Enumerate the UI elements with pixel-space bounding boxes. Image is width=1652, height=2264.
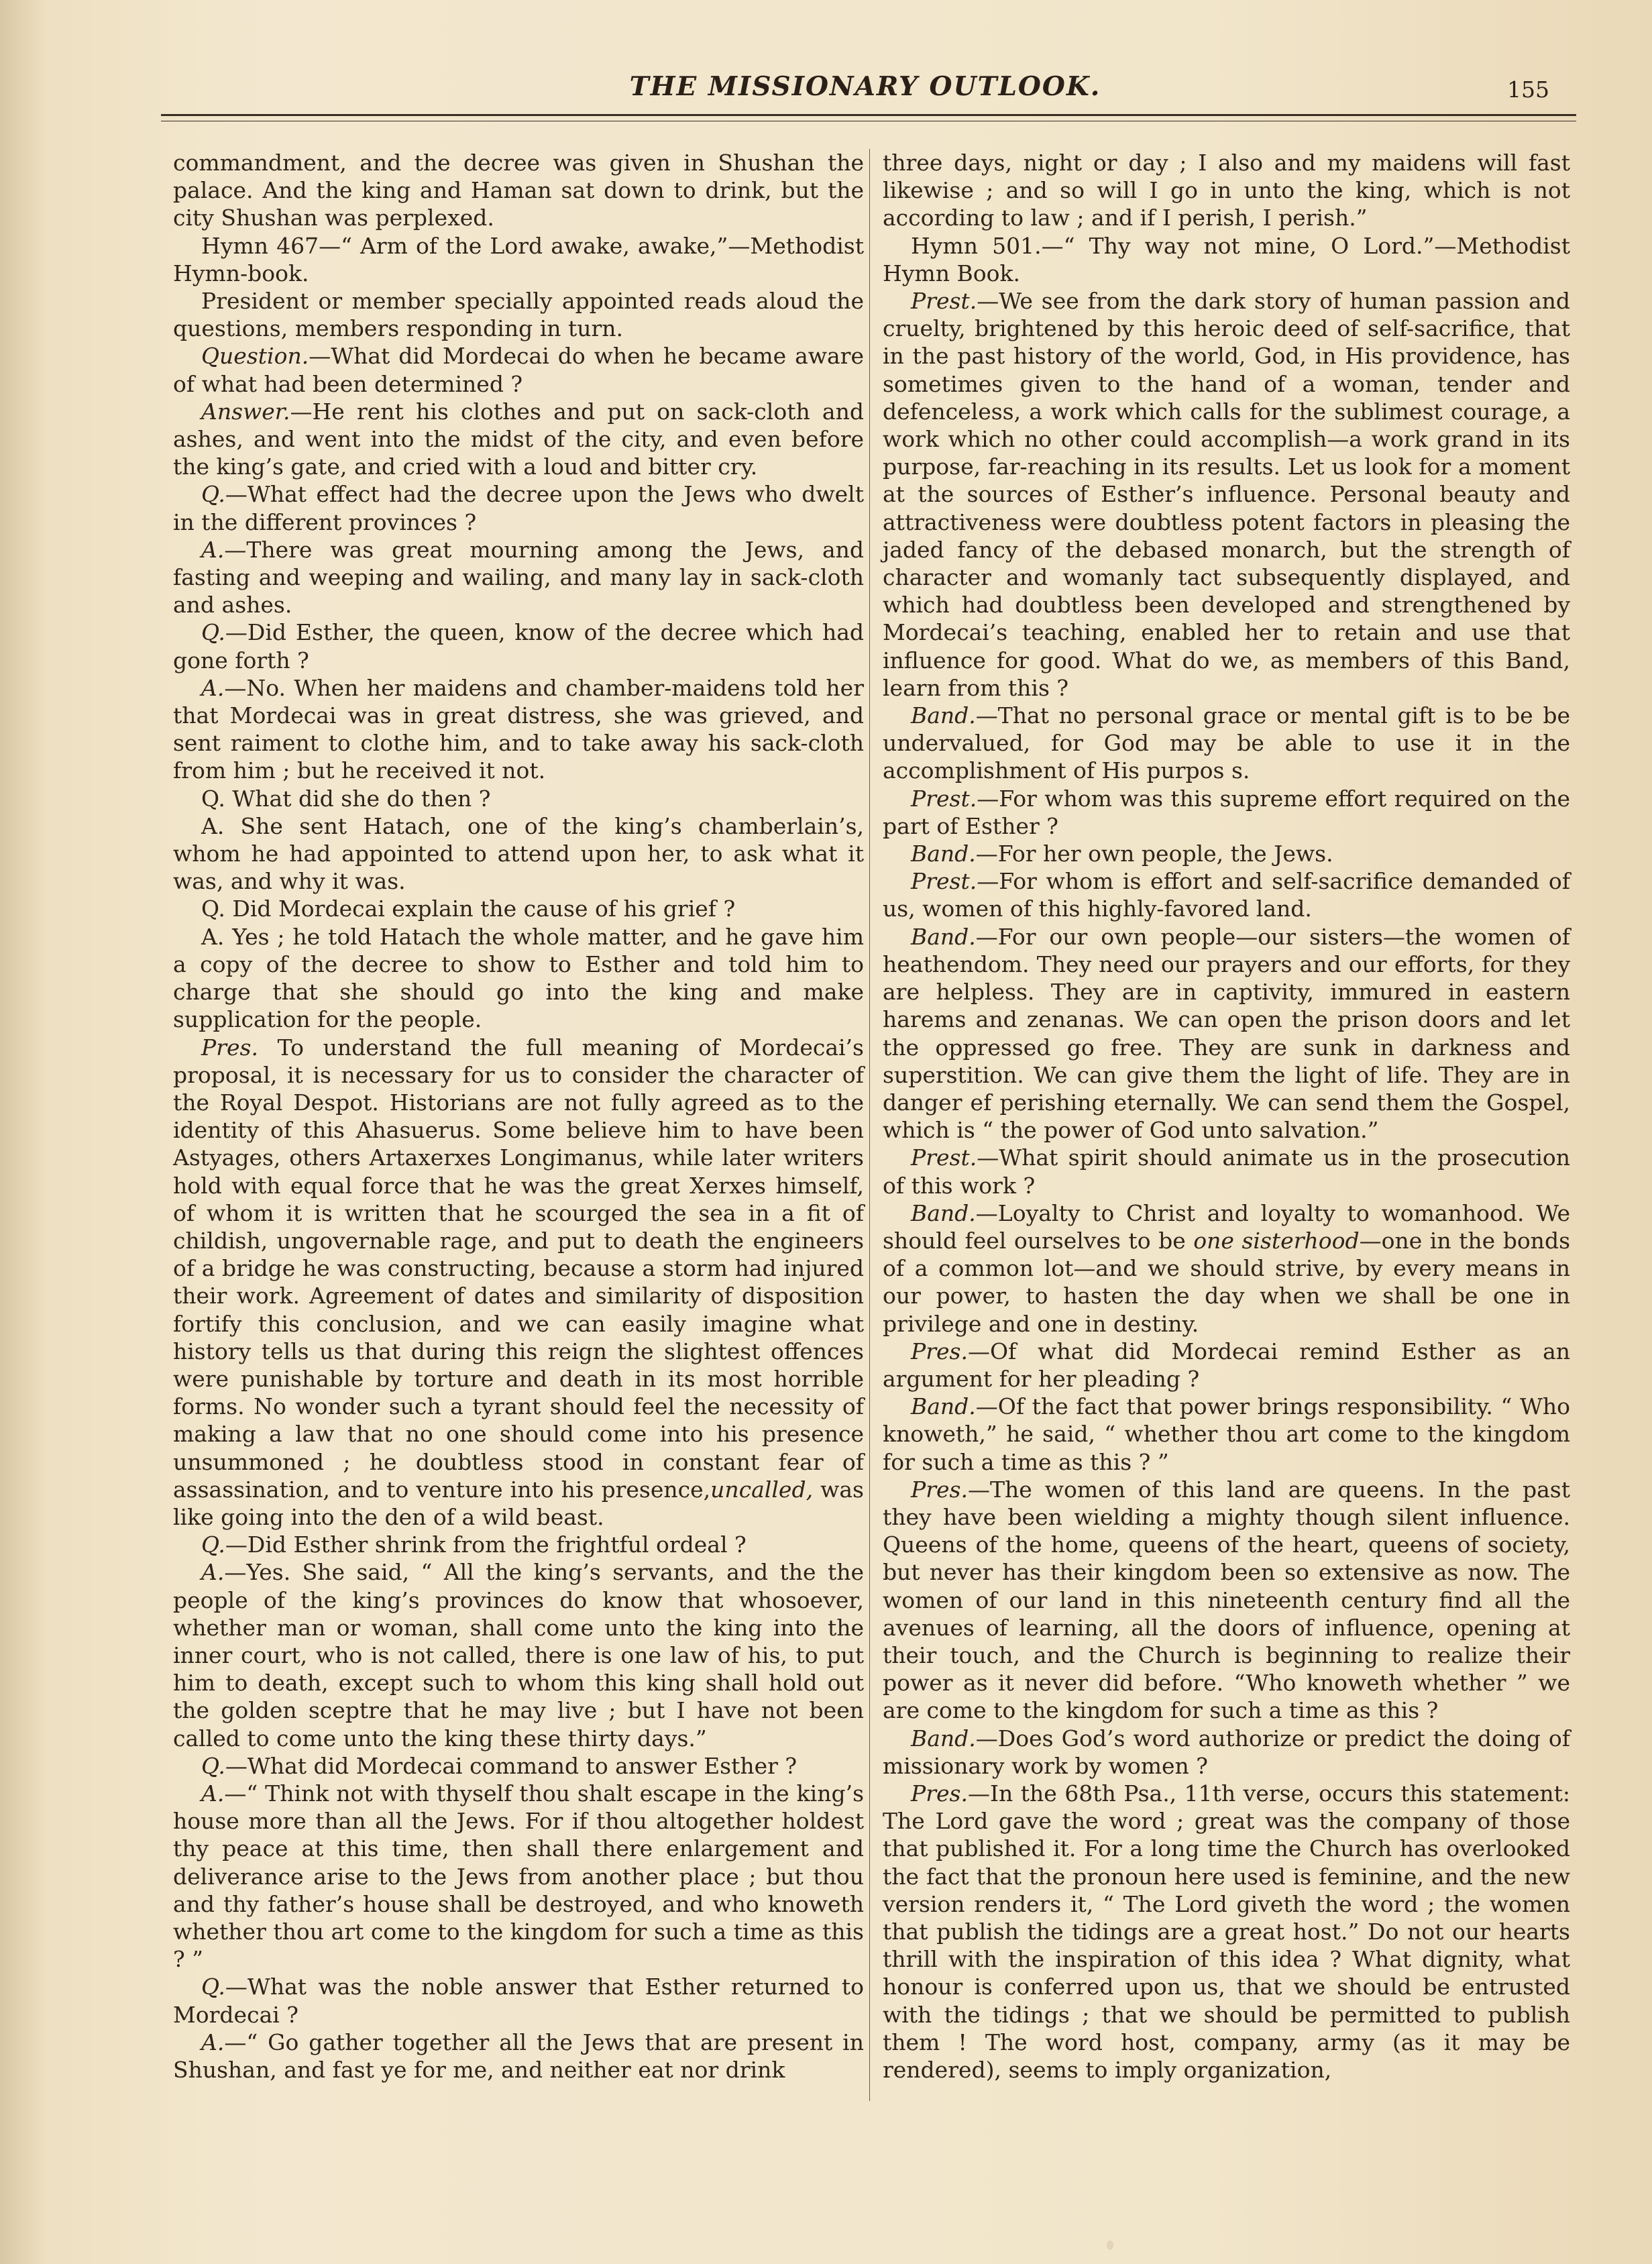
paragraph-text: Q. Did Mordecai explain the cause of his grief ? — [201, 896, 736, 922]
right-column — [883, 149, 1570, 2084]
paragraph-text: —The women of this land are queens. In the past they have been wielding a mighty though silent influence. Queens of the home, queens of the heart, queens of society, but never has their kingdom been so extensive as now. The women of our land in this nineteenth century find all the avenues of learning, all the doors of influence, opening at their touch, and the Church is beginning to realize their power as it never did before. “Who knoweth whether ” we are come to the kingdom for such a time as this ? — [883, 1476, 1570, 1724]
paragraph — [883, 867, 1570, 922]
paragraph-text: Hymn 467—“ Arm of the Lord awake, awake,”—Methodist Hymn-book. — [173, 232, 864, 286]
paragraph — [883, 1199, 1570, 1338]
paragraph — [173, 1558, 864, 1751]
speaker-label: A. — [201, 1780, 225, 1807]
paragraph-text: —For whom was this supreme effort required on the part of Esther ? — [883, 785, 1570, 839]
speaker-label: Prest. — [911, 868, 977, 895]
paragraph-text: —He rent his clothes and put on sack-cloth and ashes, and went into the midst of the city, and even before the king’s gate, and cried with a loud and bitter cry. — [173, 398, 864, 480]
paragraph — [173, 1973, 864, 2028]
paragraph — [173, 287, 864, 342]
paragraph-text: To understand the full meaning of Mordecai’s proposal, it is necessary for us to consider the character of the Royal Despot. Historians are not fully agreed as to the identity of this Ahasuerus. Some believe him to have been Astyages, others Artaxerxes Longimanus, while later writers hold with equal force that he was the great Xerxes himself, of whom it is written that he scourged the sea in a fit of childish, ungovernable rage, and put to death the engineers of a bridge he was constructing, because a storm had injured their work. Agreement of dates and similarity of disposition fortify this conclusion, and we can easily imagine what history tells us that during this reign the slightest offences were punishable by torture and death in its most horrible forms. No wonder such a tyrant should feel the necessity of making a law that no one should come into his presence unsummoned ; he doubtless stood in constant fear of assassination, and to venture into his presence, — [173, 1034, 864, 1503]
paragraph — [173, 895, 864, 922]
speaker-label: A. — [201, 536, 225, 563]
paragraph-text: —Loyalty to Christ and loyalty to womanhood. We should feel ourselves to be — [883, 1199, 1570, 1254]
paragraph — [883, 1476, 1570, 1725]
paragraph-text: Hymn 501.—“ Thy way not mine, O Lord.”—Methodist Hymn Book. — [883, 232, 1570, 286]
paragraph — [173, 398, 864, 481]
speaker-label: A. — [201, 2029, 225, 2055]
paragraph-text: Q. What did she do then ? — [201, 785, 491, 812]
paragraph-text: commandment, and the decree was given in Shushan the palace. And the king and Haman sat down to drink, but the city Shushan was perplexed. — [173, 150, 864, 231]
paragraph — [173, 536, 864, 619]
paragraph-text: —There was great mourning among the Jews, and fasting and weeping and wailing, and many lay in sack-cloth and ashes. — [173, 536, 864, 618]
speaker-label: Q. — [201, 1531, 225, 1558]
speaker-label: Q. — [201, 1974, 225, 2000]
speaker-label: Pres. — [911, 1476, 968, 1503]
speaker-label: Prest. — [911, 1144, 977, 1171]
speaker-label: Q. — [201, 1752, 225, 1779]
paragraph-text: —“ Think not with thyself thou shalt escape in the king’s house more than all the Jews. For if thou altogether holdest thy peace at this time, then shall there enlargement and deliverance arise to the Jews from another place ; but thou and thy father’s house shall be destroyed, and who knoweth whether thou art come to the kingdom for such a time as this ? ” — [173, 1780, 864, 1973]
paragraph-text: —Does God’s word authorize or predict the doing of missionary work by women ? — [883, 1725, 1570, 1779]
column-divider — [869, 149, 870, 2101]
paragraph — [173, 1531, 864, 1558]
paragraph — [173, 674, 864, 785]
paragraph — [883, 840, 1570, 867]
paragraph — [173, 923, 864, 1034]
paragraph-text: —What did Mordecai command to answer Esther ? — [225, 1752, 797, 1779]
paragraph — [883, 1780, 1570, 2084]
speaker-label: Prest. — [911, 288, 977, 315]
paragraph-text: A. She sent Hatach, one of the king’s chamberlain’s, whom he had appointed to attend upon her, to ask what it was, and why it was. — [173, 812, 864, 895]
speaker-label: Pres. — [911, 1780, 968, 1807]
paragraph — [173, 618, 864, 673]
speaker-label: Band. — [911, 1725, 976, 1751]
paragraph — [173, 785, 864, 812]
speaker-label: Prest. — [911, 785, 977, 812]
paragraph-text: —We see from the dark story of human passion and cruelty, brightened by this heroic deed of self-sacrifice, that in the past history of the world, God, in His providence, has sometimes given to the hand of a woman, tender and defenceless, a work which calls for the sublimest courage, a work which no other could accomplish—a work grand in its purpose, far-reaching in its results. Let us look for a moment at the sources of Esther’s influence. Personal beauty and attractiveness were doubtless potent factors in pleasing the jaded fancy of the debased monarch, but the strength of character and womanly tact subsequently displayed, and which had doubtless been developed and strengthened by Mordecai’s teaching, enabled her to retain and use that influence for good. What do we, as members of this Band, learn from this ? — [883, 288, 1570, 701]
speaker-label: Band. — [911, 1393, 976, 1420]
paragraph-text: —For whom is effort and self-sacrifice demanded of us, women of this highly-favored land. — [883, 868, 1570, 922]
speaker-label: A. — [201, 674, 225, 701]
paragraph-text: —For our own people—our sisters—the women of heathendom. They need our prayers and our efforts, for they are helpless. They are in captivity, immured in eastern harems and zenanas. We can open the prison doors and let the oppressed go free. They are sunk in darkness and superstition. We can give them the light of life. They are in danger ef perishing eternally. We can send them the Gospel, which is “ the power of God unto salvation.” — [883, 923, 1570, 1144]
paragraph-text: —What spirit should animate us in the prosecution of this work ? — [883, 1144, 1570, 1199]
running-header — [154, 64, 1576, 105]
publication-title: THE MISSIONARY OUTLOOK. — [629, 71, 1101, 102]
speaker-label: Answer. — [201, 398, 290, 425]
paragraph-text-tail: was like going into the den of a wild beast. — [173, 1476, 864, 1530]
speaker-label: Question. — [201, 343, 309, 370]
paragraph-text: —What did Mordecai do when he became aware of what had been determined ? — [173, 343, 864, 397]
paragraph — [883, 1144, 1570, 1199]
emphasis-text: uncalled, — [710, 1476, 814, 1503]
paragraph — [173, 342, 864, 397]
speaker-label: Band. — [911, 841, 976, 867]
paragraph — [173, 1034, 864, 1531]
speaker-label: A. — [201, 1559, 225, 1586]
paragraph — [173, 149, 864, 232]
paragraph-text: —No. When her maidens and chamber-maidens told her that Mordecai was in great distress, she was grieved, and sent raiment to clothe him, and to take away his sack-cloth from him ; but he received it not. — [173, 674, 864, 784]
speaker-label: Band. — [911, 702, 976, 729]
paragraph — [883, 923, 1570, 1144]
paragraph-text: A. Yes ; he told Hatach the whole matter, and he gave him a copy of the decree to show to Esther and told him to charge that she should go into the king and make supplication for the people. — [173, 923, 864, 1033]
paragraph-text: President or member specially appointed reads aloud the questions, members responding in turn. — [173, 288, 864, 342]
paper-stain — [1107, 2241, 1113, 2250]
header-rule — [161, 114, 1576, 116]
paragraph-text: —Of what did Mordecai remind Esther as an argument for her pleading ? — [883, 1338, 1570, 1392]
paragraph — [883, 1725, 1570, 1780]
paragraph — [173, 1752, 864, 1780]
paragraph — [883, 702, 1570, 785]
paragraph — [173, 812, 864, 896]
speaker-label: Pres. — [201, 1034, 258, 1061]
paragraph-text: —“ Go gather together all the Jews that are present in Shushan, and fast ye for me, and neither eat nor drink — [173, 2029, 864, 2084]
paragraph — [173, 2029, 864, 2084]
paragraph — [173, 480, 864, 535]
paragraph-text: —What was the noble answer that Esther returned to Mordecai ? — [173, 1974, 864, 2028]
paragraph-text: —In the 68th Psa., 11th verse, occurs this statement: The Lord gave the word ; great was the company of those that published it. For a long time the Church has overlooked the fact that the pronoun here used is feminine, and the new version renders it, “ The Lord giveth the word ; the women that publish the tidings are a great host.” Do not our hearts thrill with the inspiration of this idea ? What dignity, what honour is conferred upon us, that we should be entrusted with the tidings ; that we should be permitted to publish them ! The word host, company, army (as it may be rendered), seems to imply organization, — [883, 1780, 1570, 2084]
paragraph — [173, 232, 864, 287]
page-number: 155 — [1507, 76, 1549, 103]
paragraph — [883, 785, 1570, 840]
paragraph — [883, 149, 1570, 232]
paragraph-text: —That no personal grace or mental gift is to be be undervalued, for God may be able to use it in the accomplishment of His purpos s. — [883, 702, 1570, 784]
paragraph — [883, 1338, 1570, 1393]
speaker-label: Q. — [201, 481, 225, 508]
paragraph-text: —Did Esther, the queen, know of the decree which had gone forth ? — [173, 619, 864, 673]
emphasis-text: one sisterhood — [1193, 1227, 1360, 1254]
paragraph — [883, 1393, 1570, 1476]
paragraph — [173, 1780, 864, 1973]
speaker-label: Q. — [201, 619, 225, 646]
paragraph-text: —Yes. She said, “ All the king’s servants, and the the people of the king’s provinces do know that whosoever, whether man or woman, shall come unto the king into the inner court, who is not called, there is one law of his, to put him to death, except such to whom this king shall hold out the golden sceptre that he may live ; but I have not been called to come unto the king these thirty days.” — [173, 1559, 864, 1751]
paragraph — [883, 232, 1570, 287]
paragraph-text: —Did Esther shrink from the frightful ordeal ? — [225, 1531, 747, 1558]
paragraph-text: three days, night or day ; I also and my maidens will fast likewise ; and so will I go in unto the king, which is not according to law ; and if I perish, I perish.” — [883, 150, 1570, 231]
paragraph-text: —For her own people, the Jews. — [975, 841, 1333, 867]
paragraph — [883, 287, 1570, 702]
paragraph-text: —Of the fact that power brings responsibility. “ Who knoweth,” he said, “ whether thou art come to the kingdom for such a time as this ? ” — [883, 1393, 1570, 1475]
speaker-label: Pres. — [911, 1338, 968, 1364]
paragraph-text: —What effect had the decree upon the Jews who dwelt in the different provinces ? — [173, 481, 864, 535]
left-column — [173, 149, 864, 2084]
speaker-label: Band. — [911, 1199, 976, 1226]
speaker-label: Band. — [911, 923, 976, 950]
paragraph-text-tail: —one in the bonds of a common lot—and we should strive, by every means in our power, to hasten the day when we shall be one in privilege and one in destiny. — [883, 1227, 1571, 1337]
